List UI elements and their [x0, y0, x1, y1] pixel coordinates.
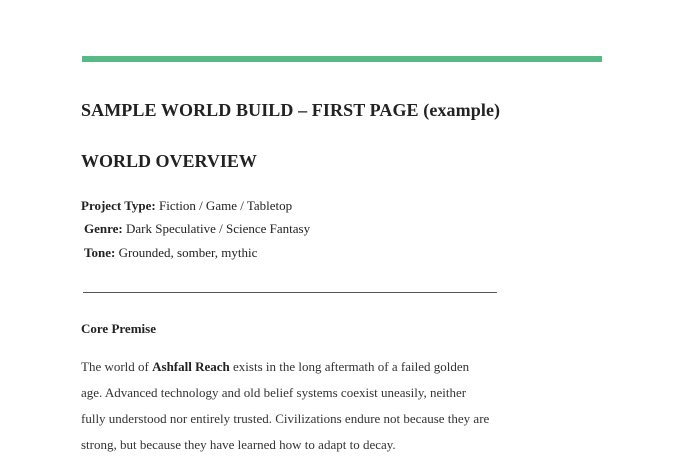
premise-line-4: strong, but because they have learned how to adapt to decay. — [81, 437, 396, 452]
core-premise-heading: Core Premise — [81, 321, 156, 336]
project-type-line — [81, 197, 292, 215]
tone-value: Grounded, somber, mythic — [118, 245, 258, 260]
genre-label: Genre: — [84, 221, 123, 236]
section-heading-world-overview: WORLD OVERVIEW — [81, 151, 257, 171]
project-type-label: Project Type: — [81, 198, 156, 213]
document-title: SAMPLE WORLD BUILD – FIRST PAGE (example) — [81, 100, 501, 120]
horizontal-divider — [83, 292, 497, 293]
genre-value: Dark Speculative / Science Fantasy — [126, 221, 311, 236]
core-premise-paragraph — [81, 354, 521, 458]
genre-line — [84, 220, 310, 238]
tone-label: Tone: — [84, 245, 116, 260]
project-type-value: Fiction / Game / Tabletop — [158, 198, 293, 213]
premise-line-2: age. Advanced technology and old belief systems coexist uneasily, neither — [81, 385, 467, 400]
premise-line-1-suffix: exists in the long aftermath of a failed golden — [229, 359, 470, 374]
premise-line-1-prefix: The world of — [81, 359, 153, 374]
accent-bar — [82, 56, 602, 62]
world-name: Ashfall Reach — [152, 359, 230, 374]
tone-line — [84, 244, 257, 262]
premise-line-1 — [81, 354, 521, 380]
premise-line-3: fully understood nor entirely trusted. Civilizations endure not because they are — [81, 411, 490, 426]
